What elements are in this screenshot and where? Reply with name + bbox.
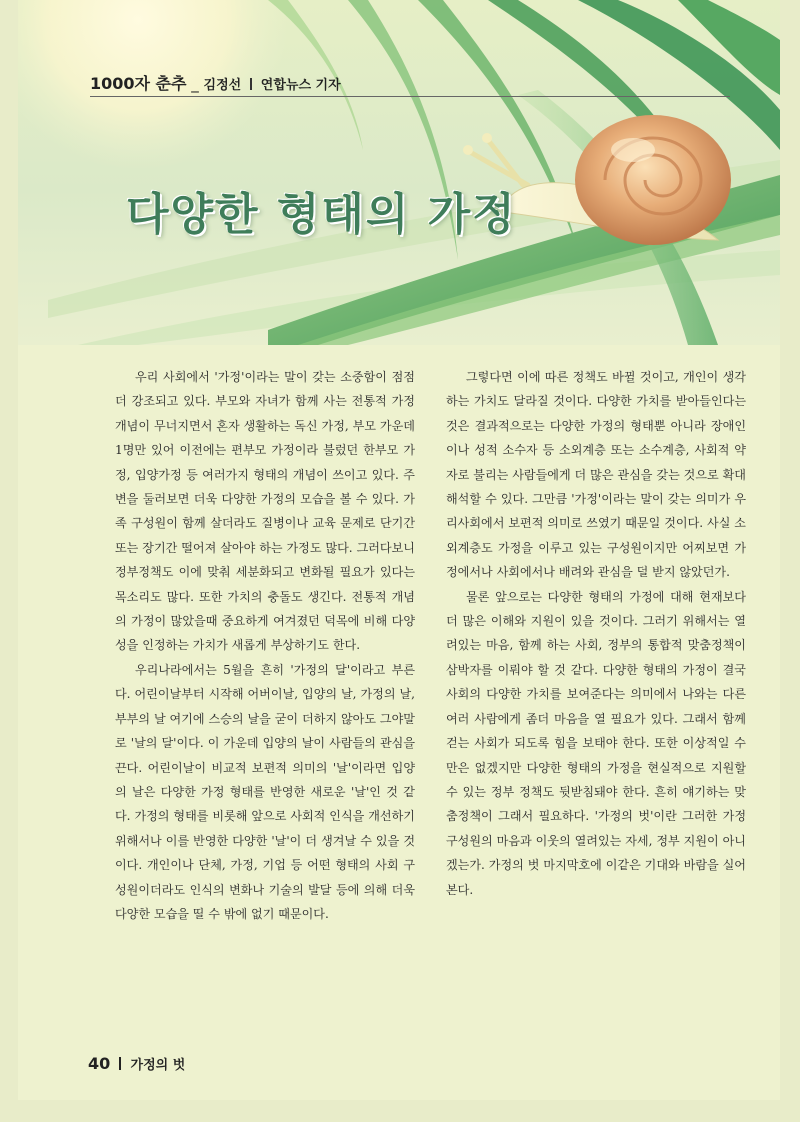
magazine-page — [18, 0, 780, 1100]
footer-divider — [119, 1057, 121, 1070]
header-rule — [90, 96, 730, 97]
paragraph: 그렇다면 이에 따른 정책도 바뀔 것이고, 개인이 생각하는 가치도 달라질 것이다. 다양한 가치를 받아들인다는 것은 결과적으로는 다양한 가정의 형태뿐 아니라 장애인이나 성적 소수자 등 소외계층 또는 소수계층, 사회적 약자로 불리는 사람들에게 더 많은 관심을 갖는 것으로 확대 해석할 수 있다. 그만큼 '가정'이라는 말이 갖는 의미가 우리사회에서 보편적 의미로 쓰였기 때문일 것이다. 사실 소외계층도 가정을 이루고 있는 구성원이지만 어찌보면 가정에서나 사회에서나 배려와 관심을 덜 받지 않았던가. — [446, 370, 746, 580]
snail-on-leaves-illustration — [18, 0, 780, 345]
paragraph: 물론 앞으로는 다양한 형태의 가정에 대해 현재보다 더 많은 이해와 지원이 있을 것이다. 그러기 위해서는 열려있는 마음, 함께 하는 사회, 정부의 통합적 맞춤정책이 삼박자를 이뤄야 할 것 같다. 다양한 형태의 가정이 결국 사회의 다양한 가치를 보여준다는 의미에서 나와는 다른 여러 사람에게 좀더 마음을 열 필요가 있다. 그래서 함께 걷는 사회가 되도록 힘을 보태야 한다. 또한 이상적일 수만은 없겠지만 다양한 형태의 가정을 현실적으로 지원할 수 있는 정부 정책도 뒷받침돼야 한다. 흔히 얘기하는 맞춤정책이 그래서 필요하다. '가정의 벗'이란 그러한 가정 구성원의 마음과 이웃의 열려있는 자세, 정부 지원이 아니겠는가. 가정의 벗 마지막호에 이같은 기대와 바람을 실어본다. — [446, 589, 746, 897]
page-footer — [88, 1054, 185, 1073]
page-number: 40 — [88, 1054, 111, 1073]
paragraph: 우리나라에서는 5월을 흔히 '가정의 달'이라고 부른다. 어린이날부터 시작해 어버이날, 입양의 날, 가정의 날, 부부의 날 여기에 스승의 날을 굳이 더하지 않아도 그야말로 '날의 달'이다. 이 가운데 입양의 날이 사람들의 관심을 끈다. 어린이날이 비교적 보편적 의미의 '날'이라면 입양의 날은 다양한 가정 형태를 반영한 새로운 '날'인 것 같다. 가정의 형태를 비롯해 앞으로 사회적 인식을 개선하기 위해서나 이를 반영한 다양한 '날'이 더 생겨날 수 있을 것이다. 개인이나 단체, 가정, 기업 등 어떤 형태의 사회 구성원이더라도 인식의 변화나 기술의 발달 등에 의해 더욱 다양한 모습을 띨 수 밖에 없기 때문이다. — [115, 662, 415, 921]
article-column-left — [115, 365, 415, 926]
author-role: 연합뉴스 기자 — [260, 78, 341, 93]
article-column-right — [446, 365, 746, 902]
article-title: 다양한 형태의 가정 — [126, 189, 517, 240]
header-label: 1000자 춘추 _ 김정선 연합뉴스 기자 — [90, 74, 341, 93]
series-title: 1000자 춘추 — [90, 74, 187, 93]
author-name: 김정선 — [203, 78, 242, 93]
divider — [250, 78, 252, 90]
paragraph: 우리 사회에서 '가정'이라는 말이 갖는 소중함이 점점 더 강조되고 있다. 부모와 자녀가 함께 사는 전통적 가정 개념이 무너지면서 혼자 생활하는 독신 가정, 부모 가운데 1명만 있어 이전에는 편부모 가정이라 불렀던 한부모 가정, 입양가정 등 여러가지 형태의 개념이 쓰이고 있다. 주변을 둘러보면 더욱 다양한 가정의 모습을 볼 수 있다. 가족 구성원이 함께 살더라도 질병이나 교육 문제로 단기간 또는 장기간 떨어져 살아야 하는 가정도 많다. 그러다보니 정부정책도 이에 맞춰 세분화되고 변화될 필요가 있다는 목소리도 많다. 또한 가치의 충돌도 생긴다. 전통적 개념의 가정이 많았을때 중요하게 여겨졌던 덕목에 비해 다양성을 인정하는 가치가 새롭게 부상하기도 한다. — [115, 370, 415, 653]
publication-name: 가정의 벗 — [130, 1058, 186, 1073]
